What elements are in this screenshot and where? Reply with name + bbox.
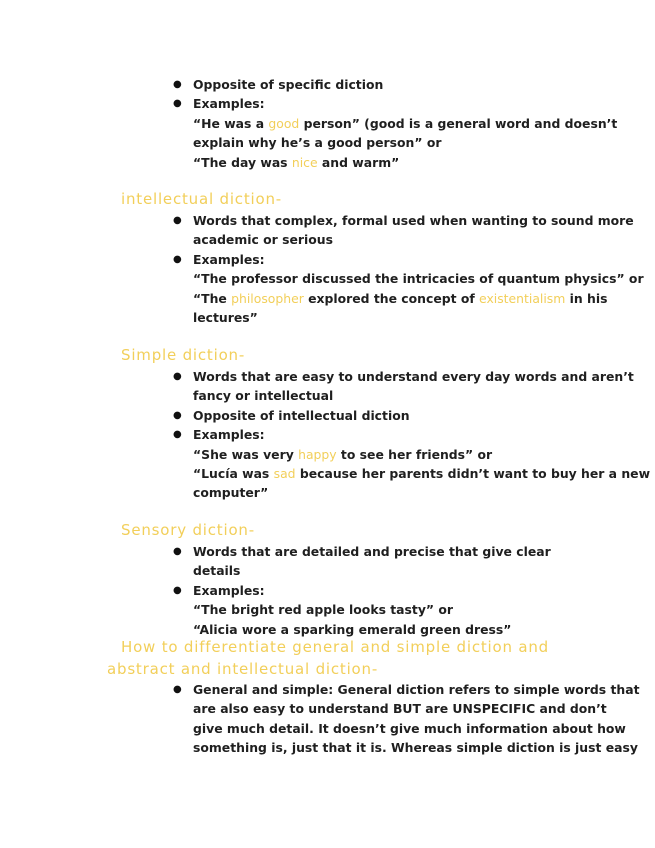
sensory-heading: Sensory diction- — [121, 521, 255, 539]
example-line: “The professor discussed the intricacies of quantum physics” or — [193, 271, 644, 287]
example-line: “The bright red apple looks tasty” or — [193, 602, 453, 618]
list-item: ● Examples: “He was a good person” (good is a general word and doesn’t explain why he’s a good person” or “The day was nice and warm” — [193, 94, 593, 172]
differentiate-heading-line1: How to differentiate general and simple diction and — [121, 638, 549, 656]
simple-heading: Simple diction- — [121, 346, 246, 364]
differentiate-heading-line2: abstract and intellectual diction- — [107, 660, 379, 678]
example-line: “The day was nice and warm” — [193, 154, 400, 170]
example-line: “The philosopher explored the concept of existentialism in his — [193, 290, 608, 306]
intellectual-heading: intellectual diction- — [121, 190, 282, 208]
list-item: ● Words that are easy to understand every day words and aren’t fancy or intellectual — [193, 367, 593, 406]
example-line: explain why he’s a good person” or — [193, 135, 442, 151]
list-item: ● Words that are detailed and precise that give clear details — [193, 542, 593, 581]
example-line: “She was very happy to see her friends” or — [193, 446, 493, 462]
intellectual-list — [193, 211, 644, 327]
intro-list — [193, 75, 618, 172]
list-item: ● Words that complex, formal used when wanting to sound more academic or serious — [193, 211, 593, 250]
list-item: ● Examples: “She was very happy to see her friends” or “Lucía was sad because her parents didn’t want to buy her a new computer” — [193, 425, 593, 503]
example-line: “Alicia wore a sparking emerald green dress” — [193, 621, 512, 637]
differentiate-list — [193, 680, 640, 758]
example-line: computer” — [193, 485, 269, 501]
example-line: “Lucía was sad because her parents didn’t want to buy her a new — [193, 466, 651, 482]
list-item: ● Examples: “The professor discussed the intricacies of quantum physics” or “The philosopher explored the concept of existentialism in his lectures” — [193, 250, 593, 328]
example-line: lectures” — [193, 310, 258, 326]
list-item: ● Opposite of specific diction — [193, 75, 593, 94]
simple-list — [193, 367, 651, 503]
sensory-list — [193, 542, 593, 639]
list-item: ● Examples: “The bright red apple looks tasty” or “Alicia wore a sparking emerald green dress” — [193, 581, 593, 639]
example-line: “He was a good person” (good is a general word and doesn’t — [193, 115, 618, 131]
list-item: ● General and simple: General diction refers to simple words that are also easy to understand BUT are UNSPECIFIC and don’t give much detail. It doesn’t give much information about how something is, just that it is. Whereas simple diction is just easy — [193, 680, 593, 758]
list-item: ● Opposite of intellectual diction — [193, 406, 593, 425]
